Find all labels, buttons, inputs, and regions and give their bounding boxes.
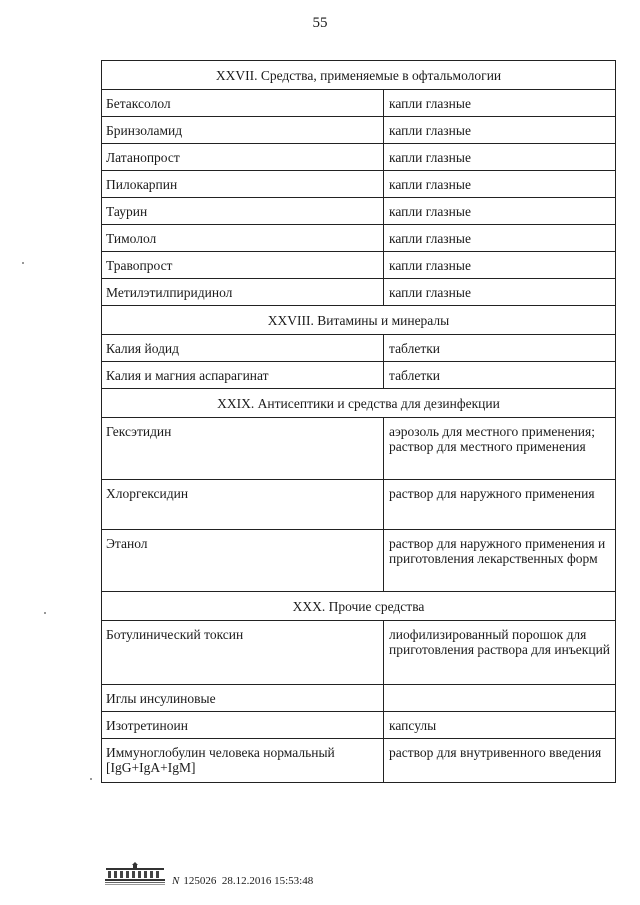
dosage-form: раствор для наружного применения [384, 480, 616, 530]
scan-speck [90, 778, 92, 780]
page-number: 55 [312, 15, 328, 31]
section-title: XXVII. Средства, применяемые в офтальмологии [102, 61, 616, 90]
dosage-form: капли глазные [384, 144, 616, 171]
drug-name: Ботулинический токсин [102, 621, 384, 685]
drug-name: Пилокарпин [102, 171, 384, 198]
drug-name: Метилэтилпиридинол [102, 279, 384, 306]
dosage-form: таблетки [384, 335, 616, 362]
table-row [102, 90, 616, 117]
scan-speck [44, 612, 46, 614]
drug-name: Тимолол [102, 225, 384, 252]
table-row [102, 530, 616, 592]
table-row [102, 480, 616, 530]
table-row [102, 117, 616, 144]
dosage-form: капли глазные [384, 252, 616, 279]
dosage-form: капли глазные [384, 198, 616, 225]
table-row [102, 225, 616, 252]
drug-name: Изотретиноин [102, 712, 384, 739]
government-building-icon [104, 862, 166, 886]
dosage-form: раствор для наружного применения и приготовления лекарственных форм [384, 530, 616, 592]
section-header-row [102, 61, 616, 90]
drug-name: Бринзоламид [102, 117, 384, 144]
drug-name: Этанол [102, 530, 384, 592]
section-title: XXVIII. Витамины и минералы [102, 306, 616, 335]
table-row [102, 171, 616, 198]
drug-name: Иммуноглобулин человека нормальный [IgG+IgA+IgM] [102, 739, 384, 783]
document-footer [104, 860, 404, 890]
dosage-form: аэрозоль для местного применения; раствор для местного применения [384, 418, 616, 480]
table-row [102, 739, 616, 783]
table-row [102, 685, 616, 712]
table-row [102, 144, 616, 171]
dosage-form: таблетки [384, 362, 616, 389]
dosage-form: капли глазные [384, 279, 616, 306]
dosage-form: капли глазные [384, 90, 616, 117]
dosage-form: раствор для внутривенного введения [384, 739, 616, 783]
drug-name: Иглы инсулиновые [102, 685, 384, 712]
drug-name: Калия и магния аспарагинат [102, 362, 384, 389]
section-header-row [102, 306, 616, 335]
drug-name: Калия йодид [102, 335, 384, 362]
table-row [102, 621, 616, 685]
table-row [102, 362, 616, 389]
table-row [102, 712, 616, 739]
drug-name: Травопрост [102, 252, 384, 279]
dosage-form: капли глазные [384, 225, 616, 252]
document-datetime: 28.12.2016 15:53:48 [221, 875, 314, 887]
medicines-table [101, 60, 616, 783]
section-title: XXX. Прочие средства [102, 592, 616, 621]
number-symbol: N [172, 875, 180, 887]
drug-name: Гексэтидин [102, 418, 384, 480]
table-row [102, 335, 616, 362]
drug-name: Латанопрост [102, 144, 384, 171]
scan-speck [22, 262, 24, 264]
dosage-form: капсулы [384, 712, 616, 739]
document-number: 125026 [183, 875, 217, 887]
document-registration-stamp [172, 875, 313, 887]
table-row [102, 418, 616, 480]
section-header-row [102, 389, 616, 418]
drug-name: Таурин [102, 198, 384, 225]
dosage-form: лиофилизированный порошок для приготовления раствора для инъекций [384, 621, 616, 685]
dosage-form: капли глазные [384, 117, 616, 144]
section-header-row [102, 592, 616, 621]
drug-name: Хлоргексидин [102, 480, 384, 530]
table-row [102, 198, 616, 225]
drug-name: Бетаксолол [102, 90, 384, 117]
dosage-form [384, 685, 616, 712]
table-row [102, 252, 616, 279]
dosage-form: капли глазные [384, 171, 616, 198]
section-title: XXIX. Антисептики и средства для дезинфекции [102, 389, 616, 418]
table-row [102, 279, 616, 306]
